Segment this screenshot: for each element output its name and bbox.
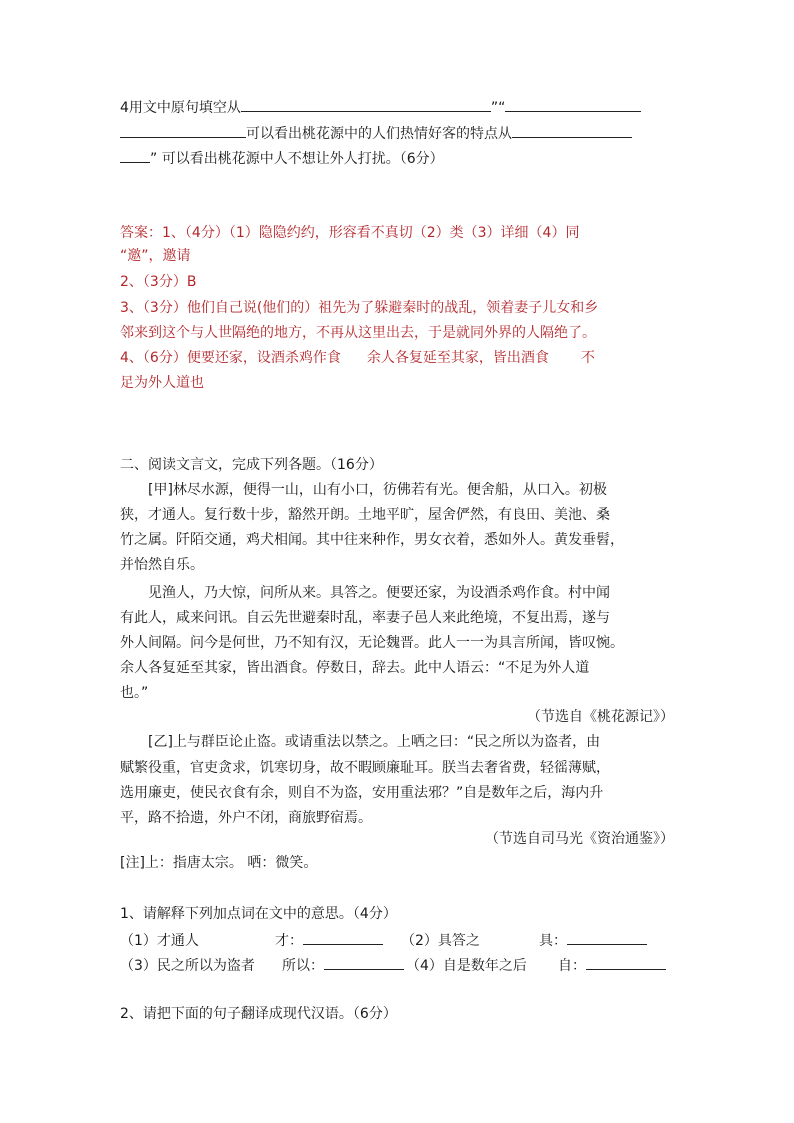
question-1-item-3: （3）民之所以为盗者 <box>120 958 255 974</box>
q4-line-3 <box>120 147 444 170</box>
answer-blank[interactable] <box>567 929 647 945</box>
answer-blank[interactable] <box>120 122 246 138</box>
passage-yi-source: （节选自司马光《资治通鉴》） <box>485 831 674 847</box>
passage-jia-p2-line: 有此人，咸来问讯。自云先世避秦时乱，率妻子邑人来此绝境，不复出焉，遂与 <box>120 610 610 626</box>
answer-4-line-1 <box>120 347 595 369</box>
q4-text: ” 可以看出桃花源中人不想让外人打扰。（6分） <box>150 151 444 167</box>
answer-blank[interactable] <box>586 954 666 970</box>
answer-blank[interactable] <box>120 147 150 163</box>
answer-blank[interactable] <box>324 954 404 970</box>
passage-jia-p2-line: 见渔人，乃大惊，问所从来。具答之。便要还家，为设酒杀鸡作食。村中闻 <box>148 585 610 601</box>
q4-line-2 <box>120 122 632 145</box>
passage-yi-line: 平，路不拾遗，外户不闭，商旅野宿焉。 <box>120 810 372 826</box>
answer-2: 2、（3分）B <box>120 274 197 290</box>
passage-jia-p2-line: 余人各复延至其家，皆出酒食。停数日，辞去。此中人语云：“不足为外人道 <box>120 660 590 676</box>
q4-line-1 <box>120 96 641 119</box>
answer-1-line-1: 答案：1、（4分）（1）隐隐约约，形容看不真切（2）类（3）详细（4）同 <box>120 225 580 241</box>
answer-3-line-1: 3、（3分）他们自己说(他们的）祖先为了躲避秦时的战乱，领着妻子儿女和乡 <box>120 300 599 316</box>
passage-jia-p2-line: 也。” <box>120 685 149 701</box>
q4-prompt: 4用文中原句填空从 <box>120 100 241 116</box>
question-1-row-1 <box>120 929 647 952</box>
question-2-title: 2、请把下面的句子翻译成现代汉语。（6分） <box>120 1006 397 1022</box>
passage-yi-line: 选用廉吏，使民衣食有余，则自不为盗，安用重法邪？”自是数年之后，海内升 <box>120 785 604 801</box>
passage-note: [注]上：指唐太宗。 哂：微笑。 <box>120 855 318 871</box>
question-1-title: 1、请解释下列加点词在文中的意思。（4分） <box>120 906 397 922</box>
passage-jia-p2-line: 外人间隔。问今是何世，乃不知有汉，无论魏晋。此人一一为具言所闻，皆叹惋。 <box>120 635 624 651</box>
question-1-item-4-key: 自： <box>558 958 586 974</box>
answer-blank[interactable] <box>303 929 383 945</box>
answer-blank[interactable] <box>505 96 641 112</box>
passage-jia-line: 狭，才通人。复行数十步，豁然开朗。土地平旷，屋舍俨然，有良田、美池、桑 <box>120 507 610 523</box>
q4-text: 可以看出桃花源中的人们热情好客的特点从 <box>246 126 512 142</box>
answer-4-part-1: 4、（6分）便要还家，设酒杀鸡作食 <box>120 350 341 366</box>
passage-yi-line: 赋繁役重，官吏贪求，饥寒切身，故不暇顾廉耻耳。朕当去奢省费，轻徭薄赋， <box>120 760 610 776</box>
passage-yi-line: [乙]上与群臣论止盗。或请重法以禁之。上哂之曰：“民之所以为盗者，由 <box>148 734 601 750</box>
passage-jia-line: [甲]林尽水源，便得一山，山有小口，彷佛若有光。便舍船，从口入。初极 <box>148 482 607 498</box>
answer-blank[interactable] <box>241 96 491 112</box>
question-1-row-2 <box>120 954 666 977</box>
answer-1-line-2: “邀”，邀请 <box>120 248 191 264</box>
question-1-item-2: （2）具答之 <box>401 933 480 949</box>
answer-4-line-2: 足为外人道也 <box>120 375 204 391</box>
q4-quote-mark: ”“ <box>490 100 506 116</box>
answer-blank[interactable] <box>512 122 632 138</box>
passage-jia-source: （节选自《桃花源记》） <box>527 709 674 725</box>
passage-jia-line: 并怡然自乐。 <box>120 557 204 573</box>
passage-jia-line: 竹之属。阡陌交通，鸡犬相闻。其中往来种作，男女衣着，悉如外人。黄发垂髫， <box>120 532 624 548</box>
answer-4-part-3: 不 <box>580 350 595 366</box>
question-1-item-4: （4）自是数年之后 <box>406 958 527 974</box>
question-1-item-1-key: 才： <box>275 933 303 949</box>
question-1-item-1: （1）才通人 <box>120 933 199 949</box>
question-1-item-3-key: 所以： <box>282 958 324 974</box>
answer-3-line-2: 邻来到这个与人世隔绝的地方，不再从这里出去，于是就同外界的人隔绝了。 <box>120 325 596 341</box>
answer-4-part-2: 余人各复延至其家，皆出酒食 <box>366 350 549 366</box>
question-1-item-2-key: 具： <box>539 933 567 949</box>
section-heading: 二、阅读文言文，完成下列各题。（16分） <box>120 457 383 473</box>
